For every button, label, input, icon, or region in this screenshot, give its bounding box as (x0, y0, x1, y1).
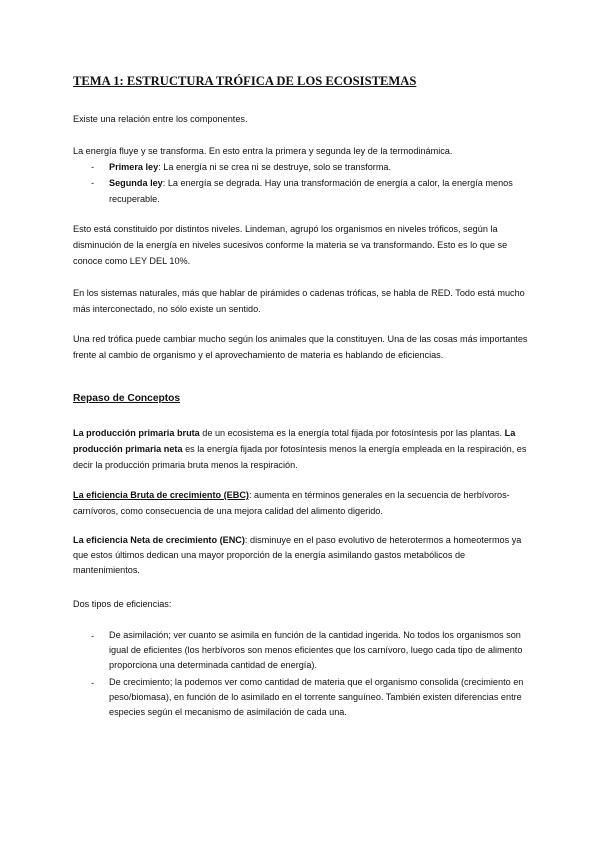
page-title: TEMA 1: ESTRUCTURA TRÓFICA DE LOS ECOSISTEMAS (73, 74, 417, 88)
second-law-text: : La energía se degrada. Hay una transformación de energía a calor, la energía menos recuperable. (109, 178, 513, 205)
first-law-term: Primera ley (109, 162, 159, 172)
term-gross-efficiency: La eficiencia Bruta de crecimiento (EBC) (73, 490, 249, 500)
list-dash: - (91, 162, 95, 172)
list-item-growth: De crecimiento; la podemos ver como cantidad de materia que el organismo consolida (crecimiento en peso/biomasa), en función de lo asimilado en el torrente sanguíneo. También existen diferencias entre especies según el mecanismo de asimilación de cada una. (109, 677, 524, 717)
list-item-first-law (109, 159, 529, 175)
first-law-text: : La energía ni se crea ni se destruye, solo se transforma. (158, 162, 392, 172)
paragraph-efficiency-types: Dos tipos de eficiencias: (73, 599, 172, 609)
gross-production-text: de un ecosistema es la energía total fijada por fotosíntesis por las plantas. (199, 428, 505, 438)
paragraph-levels: Esto está constituido por distintos niveles. Lindeman, agrupó los organismos en niveles tróficos, según la disminución de la energía en niveles sucesivos conforme la materia se va transformando. Esto es lo que se conoce como LEY DEL 10%. (73, 224, 508, 267)
list-dash: - (91, 178, 95, 188)
net-production-text: es la energía fijada por fotosíntesis menos la energía empleada en la respiración, es decir la producción primaria bruta menos la respiración. (73, 444, 527, 471)
list-dash: - (91, 631, 95, 641)
section-subtitle: Repaso de Conceptos (73, 393, 180, 404)
term-net-production: La producción primaria neta (73, 428, 516, 455)
list-item-assimilation: De asimilación; ver cuanto se asimila en función de la cantidad ingerida. No todos los organismos son igual de eficientes (los herbívoros son menos eficientes que los carnívoro, luego cada tipo de alimento proporciona una determinada cantidad de energía). (109, 630, 523, 670)
gross-efficiency-text: : aumenta en términos generales en la secuencia de herbívoros-carnívoros, como consecuencia de una mejora calidad del alimento digerido. (73, 490, 510, 517)
concept-gross-efficiency (73, 487, 533, 519)
second-law-term: Segunda ley (109, 178, 163, 188)
net-efficiency-text: : disminuye en el paso evolutivo de heterotermos a homeotermos ya que estos últimos dedican una mayor proporción de la energía asimilando gastos metabólicos de mantenimientos. (73, 535, 522, 575)
term-gross-production: La producción primaria bruta (73, 428, 200, 438)
list-item-second-law (109, 175, 524, 207)
concept-net-efficiency (73, 533, 533, 578)
paragraph-trophic-network: Una red trófica puede cambiar mucho según los animales que la constituyen. Una de las cosas más importantes frente al cambio de organismo y el aprovechamiento de materia es hablando de eficiencias. (73, 334, 528, 361)
paragraph-energy: La energía fluye y se transforma. En esto entra la primera y segunda ley de la termodinámica. (73, 146, 453, 156)
term-net-efficiency: La eficiencia Neta de crecimiento (ENC) (73, 535, 245, 545)
concept-primary-production (73, 425, 533, 474)
paragraph-natural-systems: En los sistemas naturales, más que hablar de pirámides o cadenas tróficas, se habla de RED. Todo está mucho más interconectado, no sólo existe un sentido. (73, 288, 525, 315)
paragraph-relation: Existe una relación entre los componentes. (73, 114, 248, 124)
list-dash: - (91, 678, 95, 688)
